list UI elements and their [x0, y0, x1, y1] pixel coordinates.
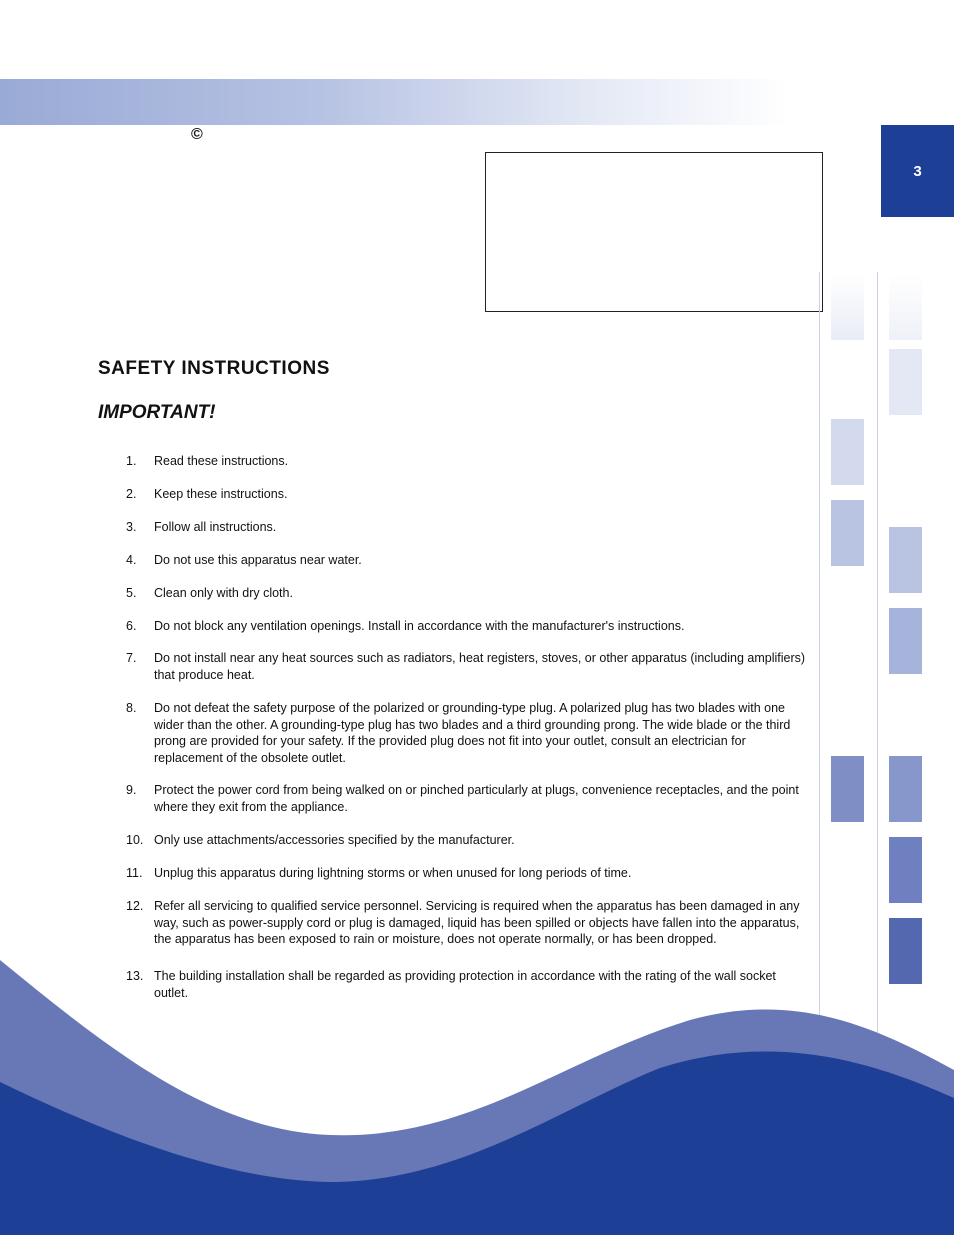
section-title: SAFETY INSTRUCTIONS [98, 358, 330, 379]
instruction-text: Unplug this apparatus during lightning storms or when unused for long periods of time. [154, 866, 632, 880]
instruction-item [126, 650, 811, 683]
instruction-item [126, 968, 811, 1001]
instruction-number: 6. [126, 619, 137, 633]
instruction-text: Refer all servicing to qualified service personnel. Servicing is required when the apparatus has been damaged in any way, such as power-supply cord or plug is damaged, liquid has been spilled or objects have fallen into the apparatus, the apparatus has been exposed to rain or moisture, does not operate normally, or has been dropped. [154, 899, 800, 946]
instruction-item [126, 486, 811, 503]
instruction-item [126, 519, 811, 536]
instruction-number: 9. [126, 783, 137, 797]
section-subtitle: IMPORTANT! [98, 402, 216, 423]
instruction-number: 2. [126, 487, 137, 501]
instruction-text: Do not block any ventilation openings. Install in accordance with the manufacturer's instructions. [154, 619, 685, 633]
instruction-text: Do not install near any heat sources such as radiators, heat registers, stoves, or other apparatus (including amplifiers) that produce heat. [154, 651, 806, 682]
instruction-number: 8. [126, 701, 137, 715]
instruction-number: 7. [126, 651, 137, 665]
instruction-number: 11. [126, 866, 143, 880]
instruction-text: Keep these instructions. [154, 487, 288, 501]
instruction-item [126, 898, 811, 948]
page-number: 3 [913, 162, 922, 180]
instruction-item [126, 585, 811, 602]
instruction-number: 10. [126, 833, 144, 847]
instruction-item [126, 700, 811, 766]
instruction-text: Do not use this apparatus near water. [154, 553, 362, 567]
instruction-number: 1. [126, 454, 137, 468]
instruction-item [126, 552, 811, 569]
instruction-number: 13. [126, 969, 144, 983]
instruction-text: Protect the power cord from being walked on or pinched particularly at plugs, convenience receptacles, and the point where they exit from the appliance. [154, 783, 799, 814]
instruction-text: Do not defeat the safety purpose of the polarized or grounding-type plug. A polarized plug has two blades with one wider than the other. A grounding-type plug has two blades and a third grounding prong. The wide blade or the third prong are provided for your safety. If the provided plug does not fit into your outlet, consult an electrician for replacement of the obsolete outlet. [154, 701, 791, 765]
instruction-number: 4. [126, 553, 137, 567]
instruction-item [126, 782, 811, 815]
instruction-text: The building installation shall be regarded as providing protection in accordance with the rating of the wall socket outlet. [154, 969, 776, 1000]
instruction-number: 12. [126, 899, 144, 913]
instruction-item [126, 453, 811, 470]
copyright-symbol: © [191, 126, 203, 143]
instruction-text: Clean only with dry cloth. [154, 586, 293, 600]
instruction-item [126, 832, 811, 849]
instruction-text: Read these instructions. [154, 454, 289, 468]
instruction-item [126, 865, 811, 882]
instruction-item [126, 618, 811, 635]
instruction-number: 3. [126, 520, 137, 534]
instruction-text: Only use attachments/accessories specified by the manufacturer. [154, 833, 515, 847]
instruction-number: 5. [126, 586, 137, 600]
instruction-text: Follow all instructions. [154, 520, 277, 534]
